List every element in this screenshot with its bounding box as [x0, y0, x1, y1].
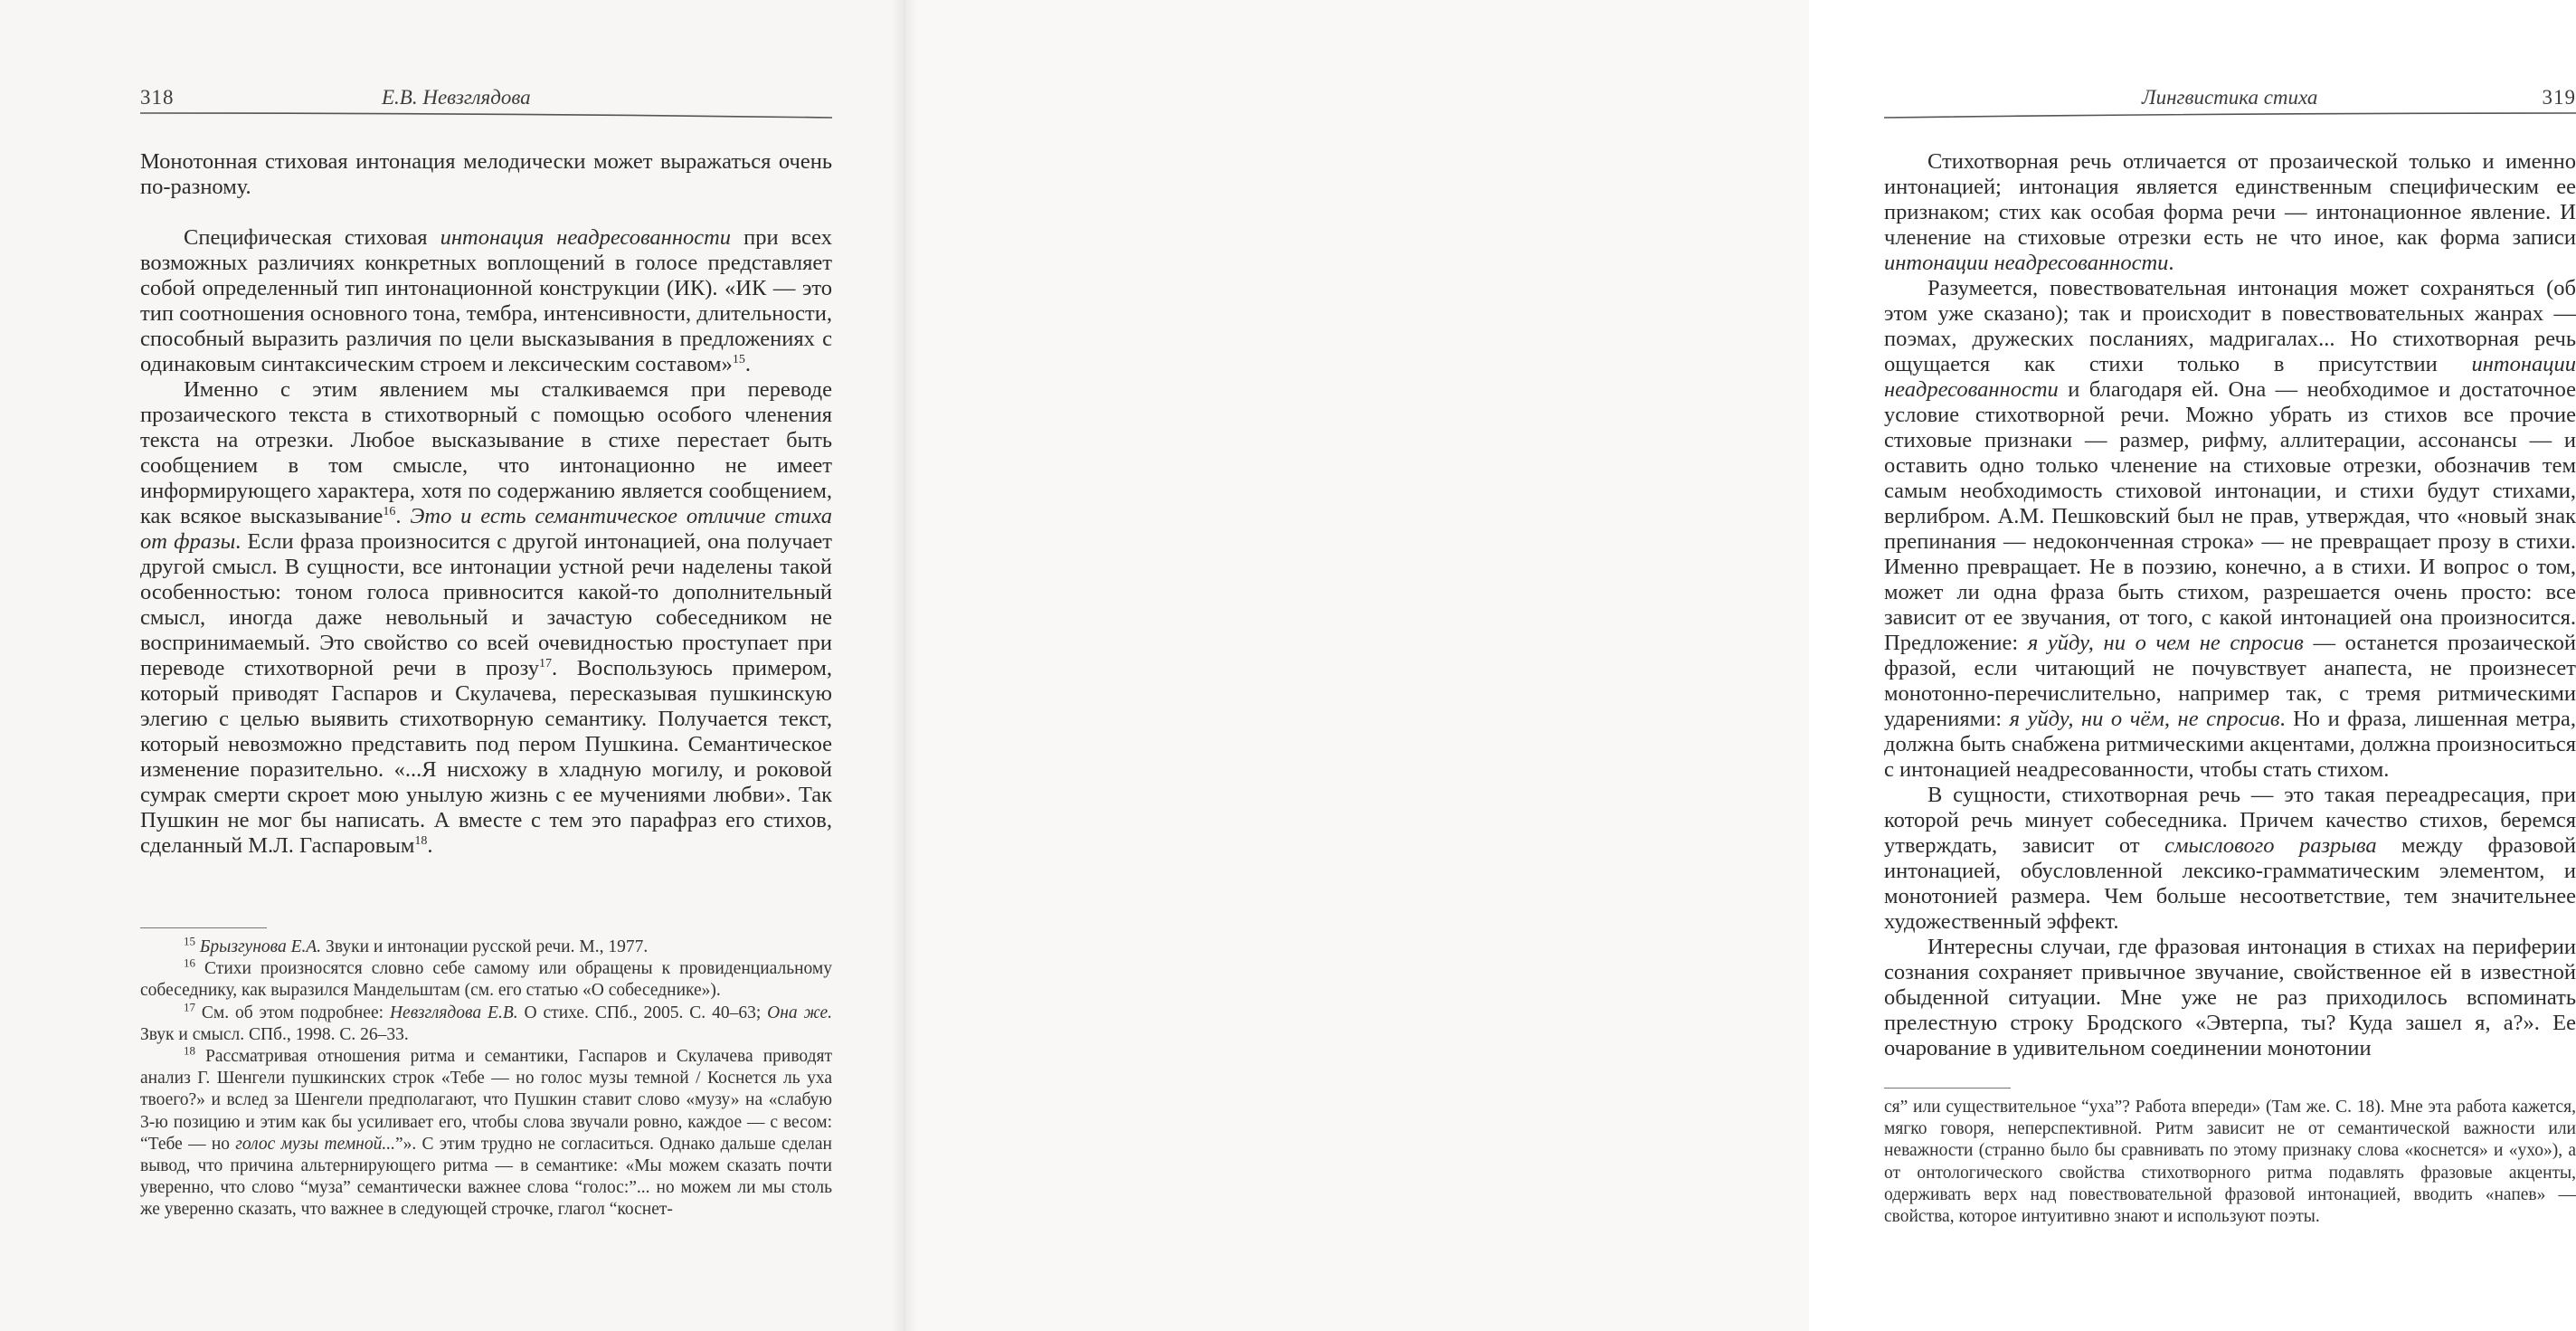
paragraph: Специфическая стиховая интонация неадресованности при всех возможных различиях конкретных воплощений в голосе представляет собой определенный тип интонационной конструкции (ИК). «ИК — это тип соотношения основного тона, тембра, интенсивности, длительности, способный выразить различия по цели высказывания в предложениях с одинаковым синтаксическим строем и лексическим составом»$^{15}$. — [140, 225, 832, 376]
paragraph: Стихотворная речь отличается от прозаической только и именно интонацией; интонация является единственным специфическим ее признаком; стих как особая форма речи — интонационное явление. И членение на стиховые отрезки есть не что иное, как форма записи интонации неадресованности. — [1884, 149, 2576, 275]
right-body-text — [1884, 149, 2576, 1061]
footnote: $^{15}$ Брызгунова Е.А. Звуки и интонации русской речи. М., 1977. — [184, 934, 649, 956]
left-page-number: 318 — [140, 86, 175, 109]
footnote-ref: 15 — [732, 352, 745, 366]
paragraph: В сущности, стихотворная речь — это такая переадресация, при которой речь минует собеседника. Причем качество стихов, беремся утверждать, зависит от смыслового разрыва между фразовой интонацией, обусловленной лексико-грамматическим элементом, и монотонией размера. Чем больше несоответствие, тем значительнее художественный эффект. — [1884, 783, 2576, 934]
left-footnotes — [140, 927, 832, 1222]
paragraph: Именно с этим явлением мы сталкиваемся при переводе прозаического текста в стихотворный с помощью особого членения текста на отрезки. Любое высказывание в стихе перестает быть сообщением в том смысле, что интонационно не имеет информирующего характера, хотя по содержанию является сообщением, как всякое высказывание$^{16}$. Это и есть семантическое отличие стиха от фразы. Если фраза произносится с другой интонацией, она получает другой смысл. В сущности, все интонации устной речи наделены такой особенностью: тоном голоса привносится какой-то дополнительный смысл, иногда даже невольный и зачастую собеседником не воспринимаемый. Это свойство со всей очевидностью проступает при переводе стихотворной речи в прозу$^{17}$. Воспользуюсь примером, который приводят Гаспаров и Скулачева, пересказывая пушкинскую элегию с целью выявить стихотворную семантику. Получается текст, который невозможно представить под пером Пушкина. Семантическое изменение поразительно. «...Я нисхожу в хладную могилу, и роковой сумрак смерти скроет мою унылую жизнь с ее мучениями любви». Так Пушкин не мог бы написать. А вместе с тем это парафраз его стихов, сделанный М.Л. Гаспаровым$^{18}$. — [140, 377, 833, 858]
paragraph: Разумеется, повествовательная интонация может сохраняться (об этом уже сказано); так и происходит в повествовательных жанрах — поэмах, дружеских посланиях, мадригалах... Но стихотворная речь ощущается как стихи только в присутствии интонации неадресованности и благодаря ей. Она — необходимое и достаточное условие стихотворной речи. Можно убрать из стихов все прочие стиховые признаки — размер, рифму, аллитерации, ассонансы — и оставить одно только членение на стиховые отрезки, обозначив тем самым необходимость стиховой интонации, и стихи будут стихами, верлибром. А.М. Пешковский был не прав, утверждая, что «новый знак препинания — недоконченная строка» — не превращает прозу в стихи. Именно превращает. Не в поэзию, конечно, а в стихи. И вопрос о том, может ли одна фраза быть стихом, разрешается очень просто: все зависит от ее звучания, от того, с какой интонацией она произносится. Предложение: я уйду, ни о чем не спросив — останется прозаической фразой, если читающий не почувствует анапеста, не произнесет монотонно-перечислительно, например так, с тремя ритмическими ударениями: я уйду, ни о чём, не спросив. Но и фраза, лишенная метра, должна быть снабжена ритмическими акцентами, должна произноситься с интонацией неадресованности, чтобы стать стихом. — [1884, 276, 2576, 782]
right-page — [904, 0, 2576, 1331]
right-header-rule — [1884, 110, 2576, 119]
left-page-header — [140, 86, 832, 115]
left-page — [0, 0, 904, 1331]
paragraph: Интересны случаи, где фразовая интонация в стихах на периферии сознания сохраняет привычное звучание, свойственное ей в известной обыденной ситуации. Мне уже не раз приходилось вспоминать прелестную строку Бродского «Эвтерпа, ты? Куда зашел я, а?». Ее очарование в удивительном соединении монотонии — [1884, 935, 2576, 1060]
footnote-ref: 17 — [539, 656, 553, 670]
footnote-rule — [1884, 1088, 2011, 1089]
footnote-ref: 18 — [414, 833, 428, 848]
left-running-head: Е.В. Невзглядова — [382, 86, 531, 109]
right-page-number: 319 — [2542, 86, 2576, 109]
footnote: $^{16}$ Стихи произносятся словно себе самому или обращены к провиденциальному собеседнику, как выразился Мандельштам (см. его статью «О собеседнике»). — [140, 955, 832, 1001]
footnote-ref: 16 — [383, 504, 396, 518]
right-running-head: Лингвистика стиха — [2142, 86, 2318, 109]
book-spine-shadow — [891, 0, 918, 1331]
footnote-rule — [140, 927, 267, 928]
right-page-header — [1884, 86, 2576, 115]
left-header-rule — [140, 110, 832, 119]
footnote-continuation: ся” или существительное “уха”? Работа впереди» (Там же. С. 18). Мне эта работа кажется, мягко говоря, неперспективной. Ритм зависит не от семантической важности или неважности (странно было бы сравнивать по этому признаку слова «коснется» и «ухо»), а от онтологического свойства стихотворного ритма подавлять фразовые акценты, одерживать верх над повествовательной фразовой интонацией, вводить «напев» — свойства, которое интуитивно знают и используют поэты. — [1884, 1098, 2576, 1227]
footnote: $^{17}$ См. об этом подробнее: Невзглядова Е.В. О стихе. СПб., 2005. С. 40–63; Она же. Звук и смысл. СПб., 1998. С. 26–33. — [140, 1000, 833, 1044]
footnote: $^{18}$ Рассматривая отношения ритма и семантики, Гаспаров и Скулачева приводят анализ Г. Шенгели пушкинских строк «Тебе — но голос музы темной / Коснется ль уха твоего?» и вслед за Шенгели предполагают, что Пушкин ставит слово «музу» на «слабую 3-ю позицию и этим как бы усиливает его, чтобы слова звучали ровно, каждое — с весом: “Тебе — но голос музы темной...”». С этим трудно не согласиться. Однако дальше сделан вывод, что причина альтернирующего ритма — в семантике: «Мы можем сказать почти уверенно, что слово “муза” семантически важнее слова “голос:”... но можем ли мы столь же уверенно сказать, что важнее в следующей строчке, глагол “коснет- — [140, 1043, 833, 1220]
paragraph: Монотонная стиховая интонация мелодически может выражаться очень по-разному. — [140, 149, 832, 199]
right-footnotes — [1884, 1088, 2576, 1228]
left-body-text — [140, 149, 832, 859]
